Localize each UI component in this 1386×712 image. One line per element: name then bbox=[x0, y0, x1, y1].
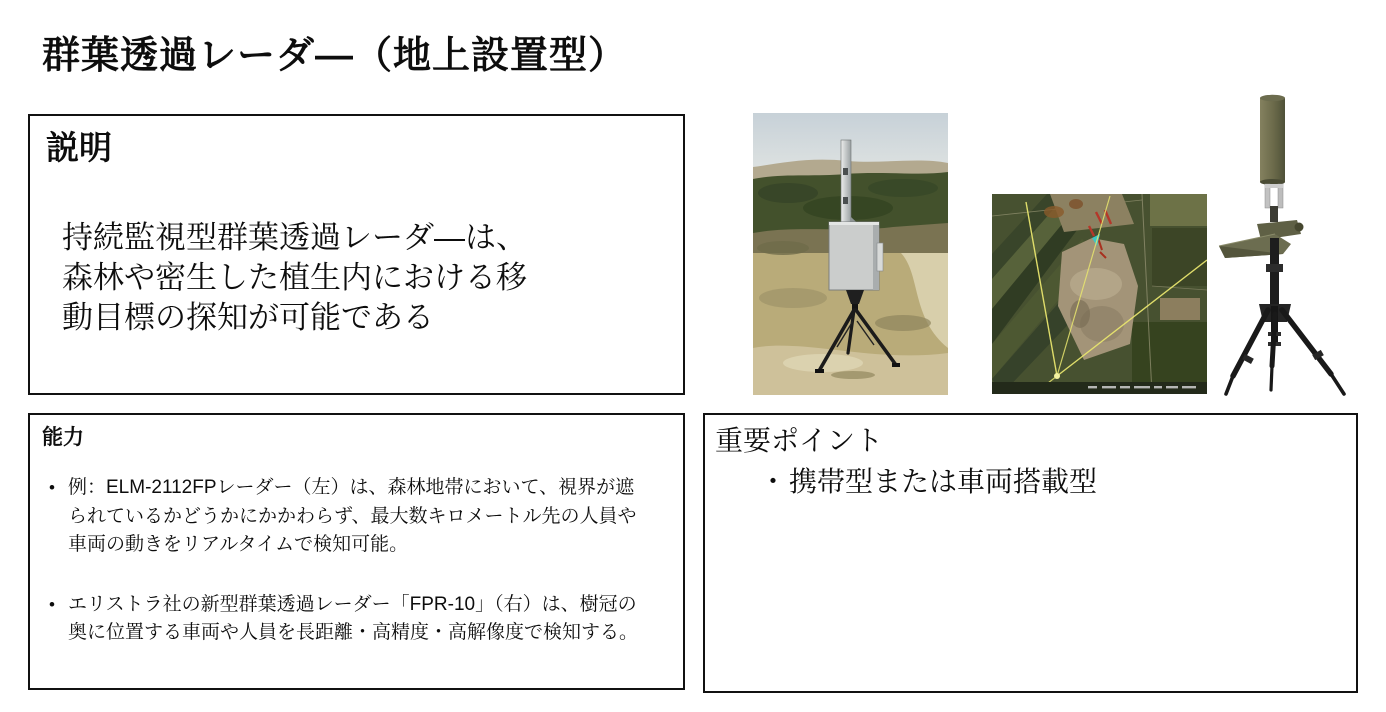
description-line: 持続監視型群葉透過レーダ—は、 bbox=[62, 219, 527, 255]
description-heading: 説明 bbox=[46, 129, 112, 166]
keypoints-panel bbox=[703, 413, 1358, 693]
field-radar-photo bbox=[753, 113, 948, 395]
capability-panel bbox=[28, 413, 685, 690]
aerial-map-photo bbox=[992, 194, 1207, 394]
list-item bbox=[46, 591, 649, 648]
bullet-icon: • bbox=[49, 594, 55, 614]
product-radar-photo bbox=[1213, 94, 1358, 402]
description-panel bbox=[28, 114, 685, 395]
capability-list bbox=[46, 474, 649, 648]
description-line: 動目標の探知が可能である bbox=[62, 299, 434, 335]
bullet-icon: ・ bbox=[759, 466, 788, 498]
bullet-icon: • bbox=[49, 478, 55, 498]
capability-bullet-text: 例：ELM-2112FPレーダー（左）は、森林地帯において、視界が遮られているかどうかにかかわらず、最大数キロメートル先の人員や車両の動きをリアルタイムで検知可能。 bbox=[68, 477, 637, 556]
description-line: 森林や密生した植生内における移 bbox=[62, 259, 527, 295]
page-title: 群葉透過レーダ—（地上設置型） bbox=[42, 35, 628, 77]
description-body bbox=[62, 218, 665, 338]
list-item bbox=[46, 474, 649, 560]
keypoints-bullet-text: 携帯型または車両搭載型 bbox=[789, 466, 1098, 498]
list-item bbox=[759, 463, 1336, 501]
keypoints-heading: 重要ポイント bbox=[715, 425, 884, 456]
capability-heading: 能力 bbox=[42, 426, 84, 449]
capability-bullet-text: エリストラ社の新型群葉透過レーダー「FPR-10」（右）は、樹冠の奥に位置する車両や人員を長距離・高精度・高解像度で検知する。 bbox=[68, 593, 639, 644]
